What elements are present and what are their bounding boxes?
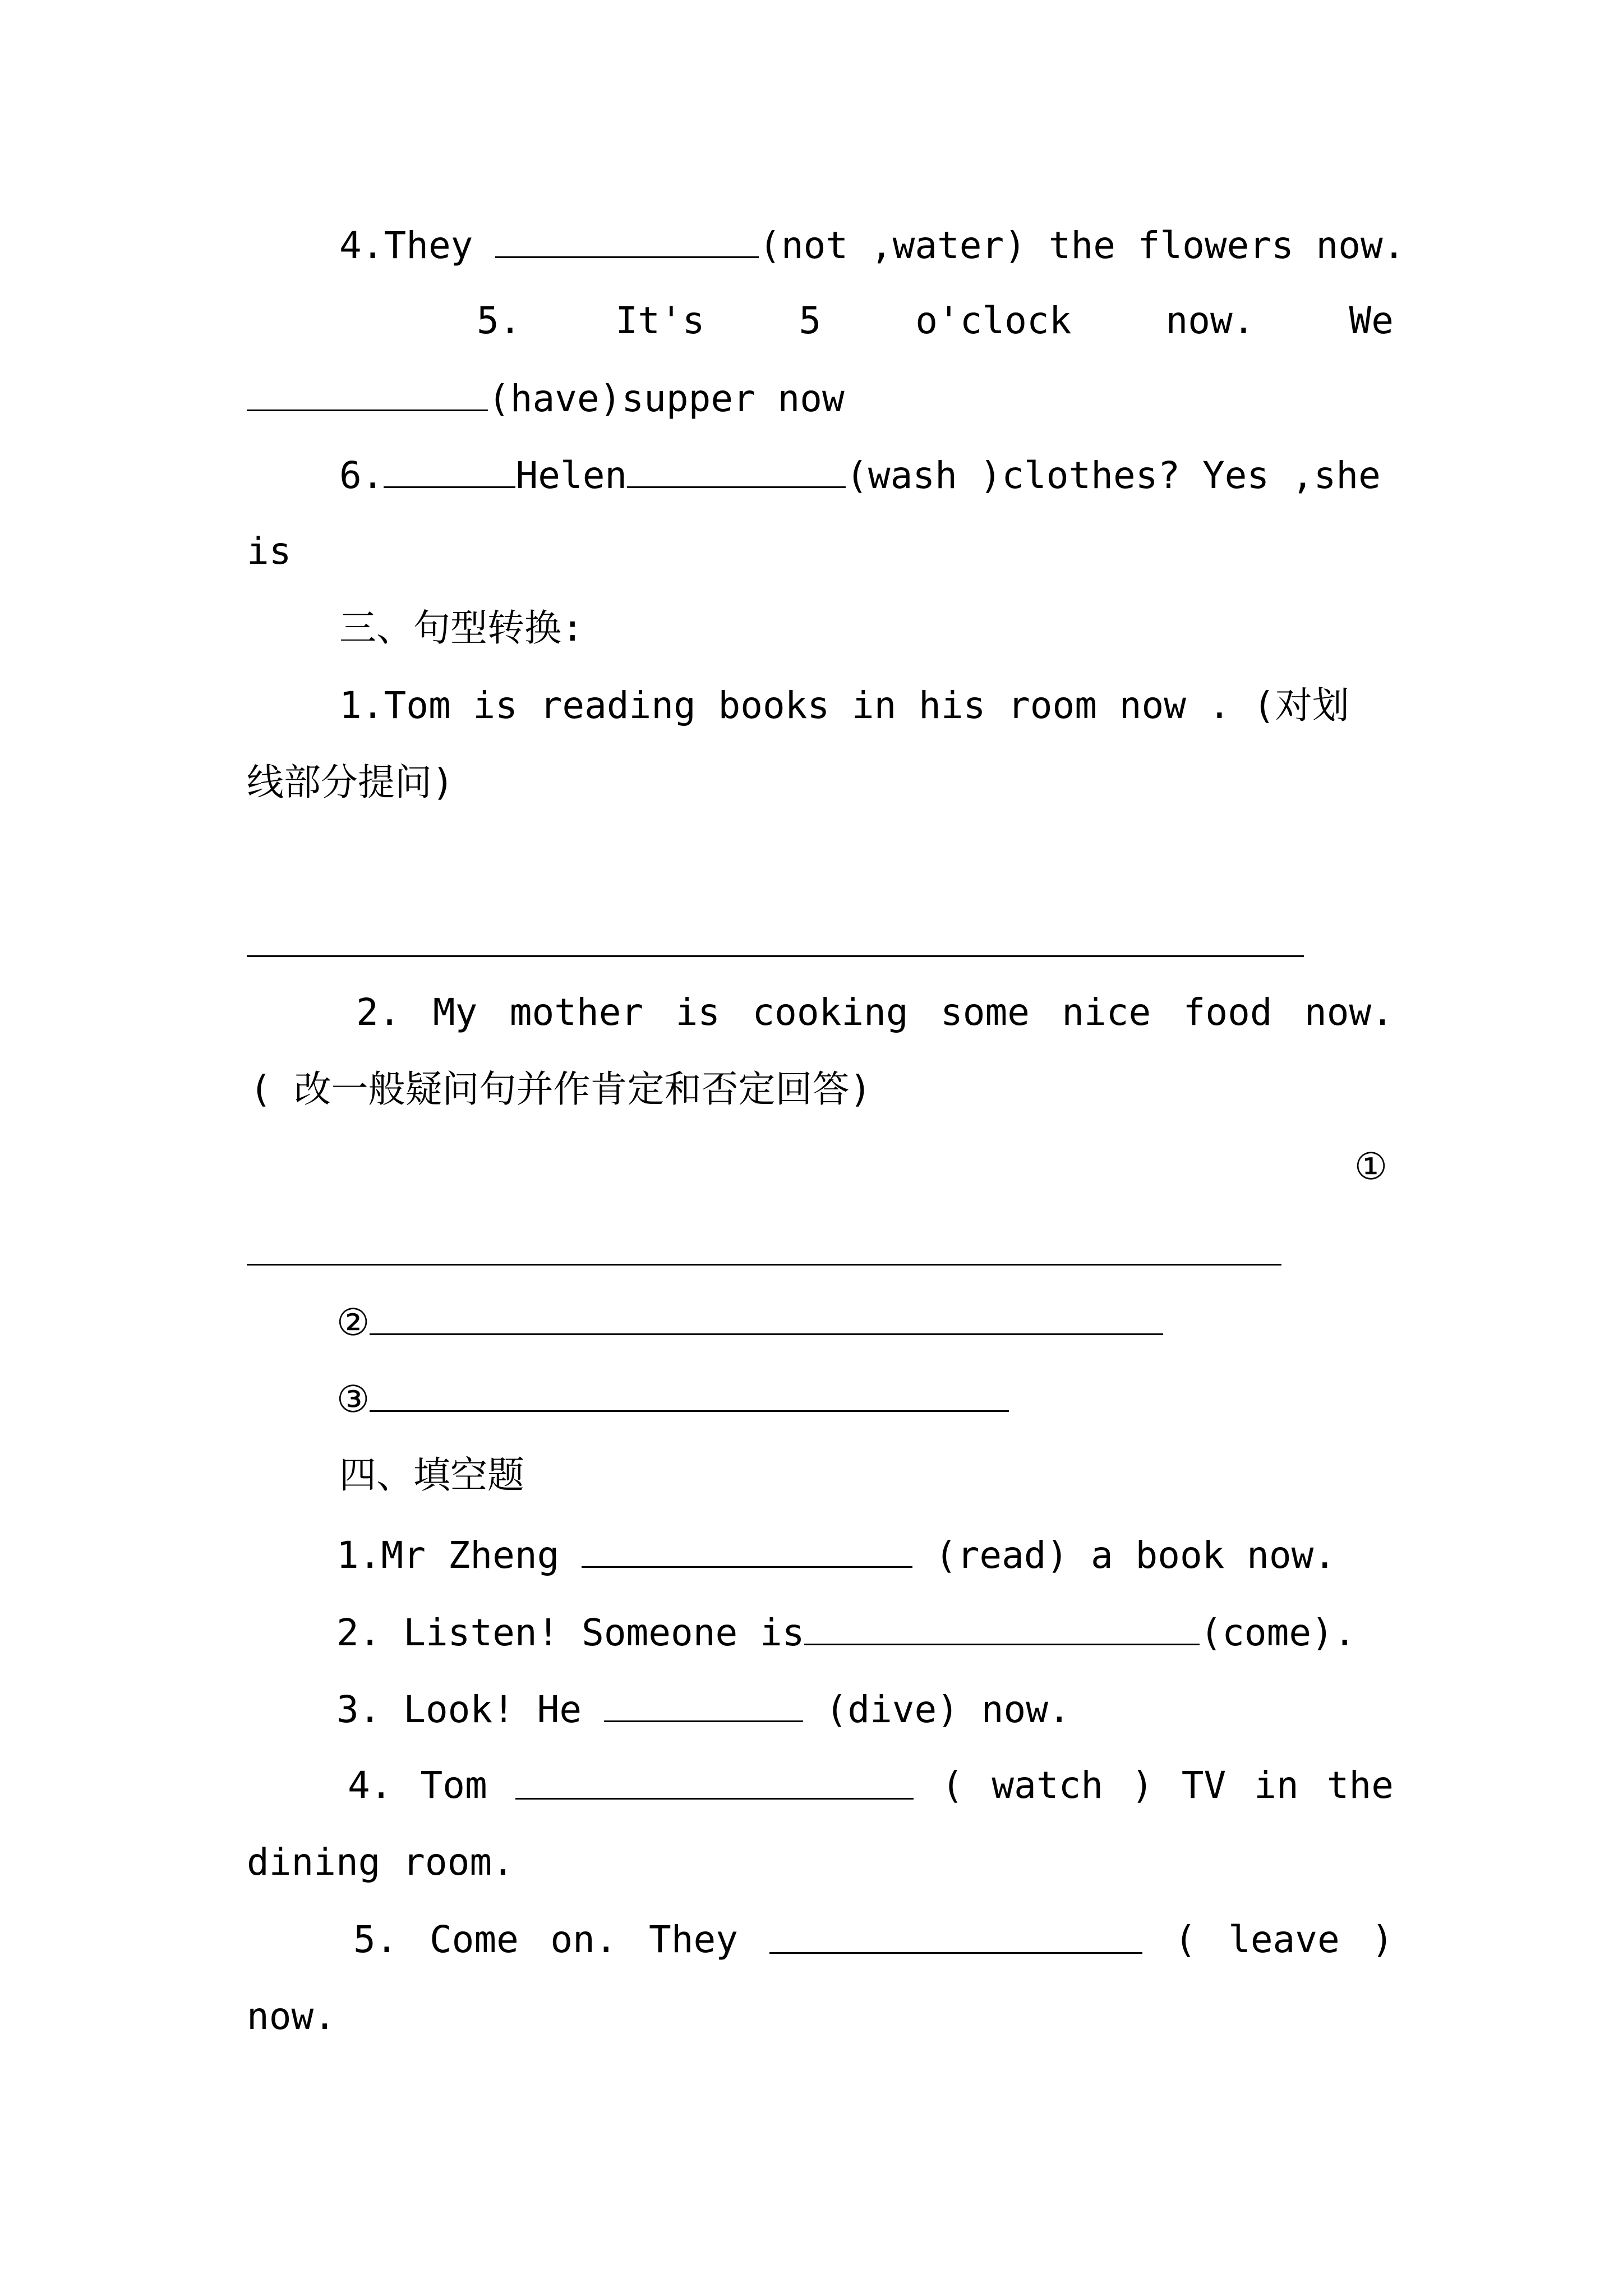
s2-q6-cont: is <box>247 530 292 573</box>
answer-line[interactable] <box>247 955 1304 957</box>
blank[interactable] <box>582 1531 912 1568</box>
s3-q2-line2: ( 改一般疑问句并作肯定和否定回答) <box>250 1068 872 1111</box>
blank[interactable] <box>804 1609 1200 1645</box>
blank[interactable] <box>515 1763 914 1800</box>
blank[interactable] <box>627 452 846 488</box>
answer-line-3[interactable] <box>370 1375 1009 1412</box>
s2-q5-line1: 5. It's 5 o'clock now. We <box>477 299 1394 342</box>
blank[interactable] <box>384 452 515 488</box>
s4-q4: 4. Tom ( watch ) TV in the <box>348 1764 1394 1807</box>
s2-q5-line2: (have)supper now <box>247 375 845 421</box>
s2-q6: 6. Helen (wash )clothes? Yes ,she <box>339 452 1381 498</box>
answer-line-2[interactable] <box>370 1299 1163 1335</box>
s4-q2: 2. Listen! Someone is (come). <box>336 1609 1356 1655</box>
s4-q5-cont: now. <box>247 1995 336 2038</box>
section3-heading: 三、句型转换: <box>339 606 584 650</box>
s3-q2-answer2: ② <box>336 1299 1163 1345</box>
s3-q2-line1: 2. My mother is cooking some nice food now. <box>356 991 1394 1034</box>
s4-q3: 3. Look! He (dive) now. <box>336 1686 1071 1732</box>
blank[interactable] <box>495 222 759 258</box>
marker-1: ① <box>1354 1145 1387 1188</box>
blank[interactable] <box>604 1686 803 1722</box>
s3-q1-line1: 1.Tom is reading books in his room now . (对划 <box>339 684 1349 727</box>
blank[interactable] <box>247 375 488 411</box>
s2-q4: 4.They (not ,water) the flowers now. <box>339 222 1405 268</box>
s4-q1: 1.Mr Zheng (read) a book now. <box>336 1531 1336 1578</box>
s3-q2-answer3: ③ <box>336 1375 1009 1422</box>
blank[interactable] <box>769 1917 1142 1954</box>
s4-q4-cont: dining room. <box>247 1841 514 1884</box>
section4-heading: 四、填空题 <box>339 1453 524 1497</box>
s4-q5: 5. Come on. They ( leave ) <box>353 1918 1394 1961</box>
answer-line-1[interactable] <box>247 1264 1281 1266</box>
s3-q1-line2: 线部分提问) <box>247 761 454 804</box>
